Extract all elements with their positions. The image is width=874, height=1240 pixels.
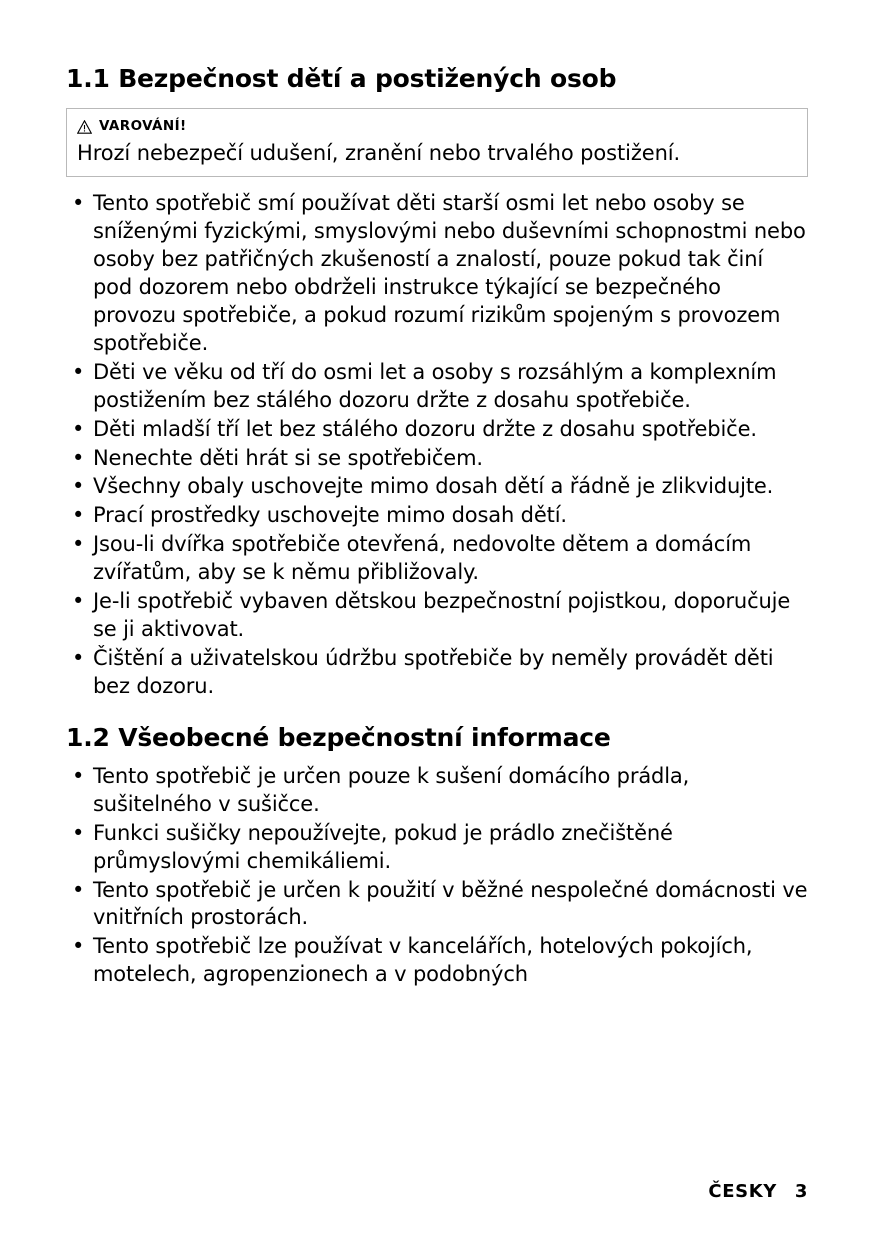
list-item [66,763,808,819]
warning-label: VAROVÁNÍ! [99,118,187,134]
section-title-1-1: 1.1 Bezpečnost dětí a postižených osob [66,64,617,93]
list-item [66,531,808,587]
list-item [66,359,808,415]
bullet-list-1-1 [66,190,808,701]
list-item [66,933,808,989]
bullet-glyph: • [72,416,85,441]
list-item [66,877,808,933]
bullet-glyph: • [72,589,85,614]
list-item-text: Je-li spotřebič vybaven dětskou bezpečnostní pojistkou, doporučuje se ji aktivovat. [93,589,791,642]
warning-header [77,118,797,134]
list-item [66,820,808,876]
footer-page-number: 3 [794,1181,808,1202]
list-item [66,416,808,444]
bullet-glyph: • [72,763,85,788]
list-item-text: Jsou-li dvířka spotřebiče otevřená, nedovolte dětem a domácím zvířatům, aby se k němu přibližovaly. [93,532,752,585]
bullet-glyph: • [72,820,85,845]
list-item [66,190,808,358]
list-item-text: Tento spotřebič smí používat děti starší osmi let nebo osoby se sníženými fyzickými, smyslovými nebo duševními schopnostmi nebo osoby bez patřičných zkušeností a znalostí, pouze pokud tak činí pod dozorem nebo obdrželi instrukce týkající se bezpečného provozu spotřebiče, a pokud rozumí rizikům spojeným s provozem spotřebiče. [93,191,806,355]
bullet-glyph: • [72,646,85,670]
list-item [66,588,808,644]
bullet-glyph: • [72,934,85,959]
bullet-glyph: • [72,877,85,902]
bullet-glyph: • [72,532,85,557]
page-footer [708,1181,808,1202]
list-item-text: Děti mladší tří let bez stálého dozoru držte z dosahu spotřebiče. [93,416,757,441]
list-item-text: Děti ve věku od tří do osmi let a osoby s rozsáhlým a komplexním postižením bez stálého dozoru držte z dosahu spotřebiče. [93,359,777,412]
list-item-text: Tento spotřebič je určen k použití v běžné nespolečné domácnosti ve vnitřních prostorách. [93,877,808,930]
bullet-glyph: • [72,191,85,216]
bullet-glyph: • [72,503,85,528]
list-item [66,502,808,530]
bullet-glyph: • [72,445,85,470]
list-item [66,645,808,701]
warning-triangle-icon [77,119,92,133]
list-item-text: Všechny obaly uschovejte mimo dosah dětí a řádně je zlikvidujte. [93,474,774,499]
list-item [66,473,808,501]
list-item-text: Čištění a uživatelskou údržbu spotřebiče by neměly provádět děti bez dozoru. [93,646,774,698]
bullet-glyph: • [72,474,85,499]
list-item-text: Nenechte děti hrát si se spotřebičem. [93,445,483,470]
section-title-1-2: 1.2 Všeobecné bezpečnostní informace [66,722,611,752]
footer-language: ČESKY [708,1181,777,1202]
list-item-text: Funkci sušičky nepoužívejte, pokud je prádlo znečištěné průmyslovými chemikáliemi. [93,820,673,873]
list-item-text: Tento spotřebič je určen pouze k sušení domácího prádla, sušitelného v sušičce. [93,763,690,816]
list-item-text: Prací prostředky uschovejte mimo dosah dětí. [93,503,567,528]
bullet-list-1-2 [66,763,808,989]
warning-box [66,108,808,177]
bullet-glyph: • [72,359,85,384]
warning-text: Hrozí nebezpečí udušení, zranění nebo trvalého postižení. [77,141,681,165]
list-item-text: Tento spotřebič lze používat v kancelářích, hotelových pokojích, motelech, agropenzionech a v podobných [93,934,753,987]
list-item [66,445,808,473]
